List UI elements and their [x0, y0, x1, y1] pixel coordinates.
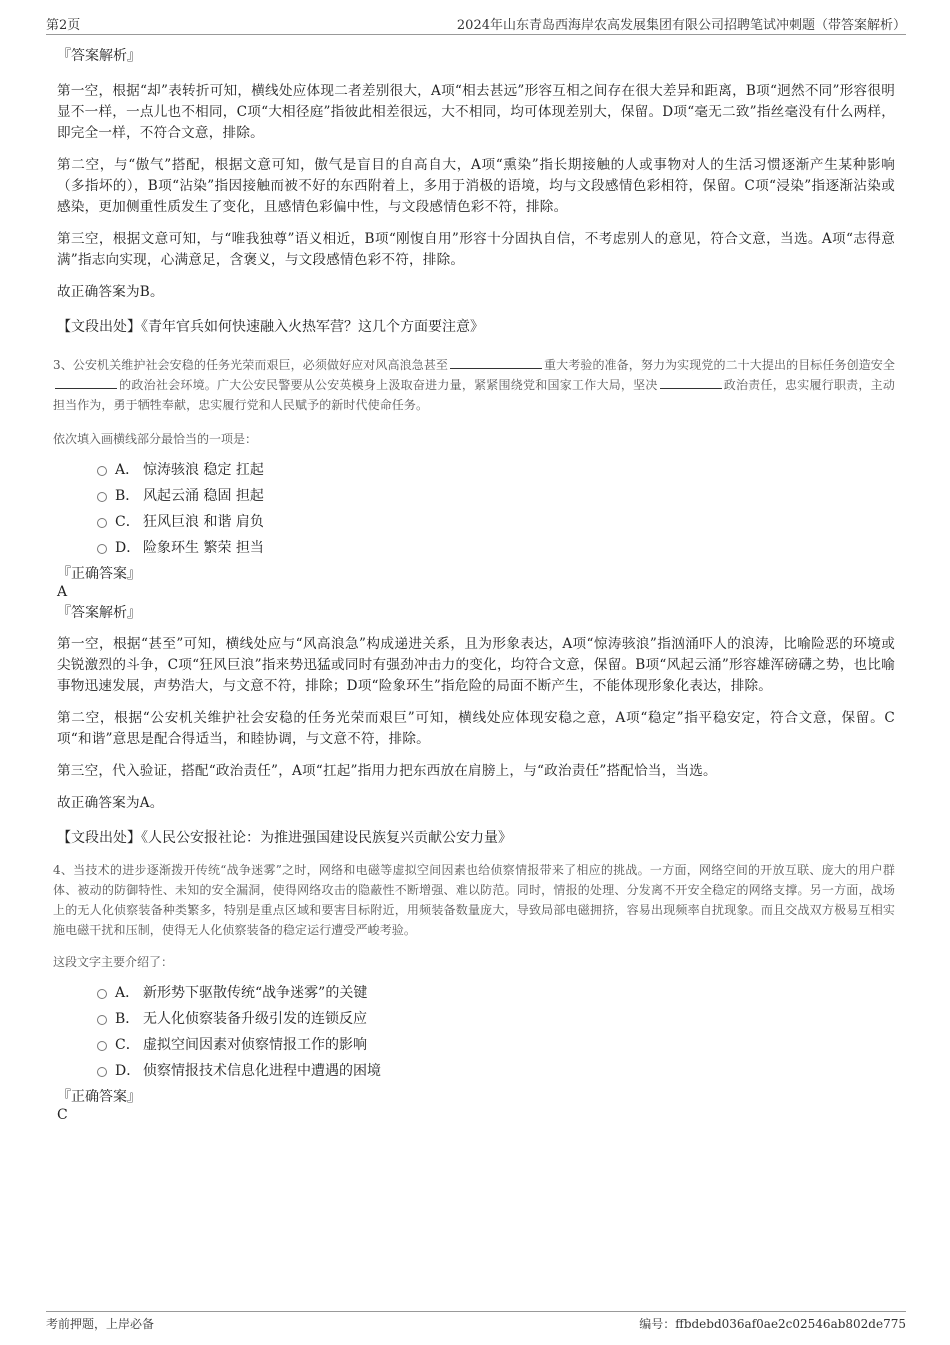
option-c[interactable]: C． 虚拟空间因素对侦察情报工作的影响	[57, 1032, 895, 1058]
document-id: 编号：ffbdebd036af0ae2c02546ab802de775	[639, 1317, 906, 1331]
correct-answer: A	[57, 584, 68, 600]
analysis-paragraph: 第二空，根据“公安机关维护社会安稳的任务光荣而艰巨”可知，横线处应体现安稳之意，A项“稳定”指平稳安定，符合文意，保留。C项“和谐”意思是配合得适当，和睦协调，与文意不符，排除。	[57, 710, 895, 747]
document-title: 2024年山东青岛西海岸农高发展集团有限公司招聘笔试冲刺题（带答案解析）	[456, 18, 906, 33]
source-citation: 【文段出处】《人民公安报社论：为推进强国建设民族复兴贡献公安力量》	[57, 830, 512, 846]
page-footer	[46, 1311, 906, 1332]
correct-answer: C	[57, 1107, 68, 1123]
radio-button[interactable]	[97, 1041, 107, 1051]
fill-blank	[450, 356, 542, 369]
radio-button[interactable]	[97, 1067, 107, 1077]
analysis-paragraph: 第三空，代入验证，搭配“政治责任”，A项“扛起”指用力把东西放在肩膀上，与“政治责任”搭配恰当，当选。	[57, 763, 717, 779]
analysis-paragraph: 第二空，与“傲气”搭配，根据文意可知，傲气是盲目的自高自大，A项“熏染”指长期接触的人或事物对人的生活习惯逐渐产生某种影响（多指坏的），B项“沾染”指因接触而被不好的东西附着上，多用于消极的语境，均与文段感情色彩相符，保留。C项“浸染”指逐渐沾染或感染，更加侧重性质发生了变化，且感情色彩偏中性，与文段感情色彩不符，排除。	[57, 157, 895, 215]
radio-button[interactable]	[97, 466, 107, 476]
option-b[interactable]: B． 风起云涌 稳固 担起	[57, 483, 895, 509]
radio-button[interactable]	[97, 518, 107, 528]
source-citation: 【文段出处】《青年官兵如何快速融入火热军营？这几个方面要注意》	[57, 319, 484, 335]
question-prompt: 依次填入画横线部分最恰当的一项是：	[53, 432, 258, 446]
correct-answer-label: 『正确答案』	[57, 566, 141, 582]
analysis-paragraph: 第三空，根据文意可知，与“唯我独尊”语义相近，B项“刚愎自用”形容十分固执自信，不考虑别人的意见，符合文意，当选。A项“志得意满”指志向实现，心满意足，含褒义，与文段感情色彩不符，排除。	[57, 231, 895, 268]
question-stem: 3、公安机关维护社会安稳的任务光荣而艰巨，必须做好应对风高浪急甚至 重大考验的准备，努力为实现党的二十大提出的目标任务创造安全的政治社会环境。广大公安民警要从公安英模身上汲取奋进力量，紧紧围绕党和国家工作大局，坚决 政治责任，忠实履行职责，主动担当作为，勇于牺牲奉献，忠实履行党和人民赋予的新时代使命任务。	[53, 358, 896, 412]
option-d[interactable]: D． 险象环生 繁荣 担当	[57, 535, 895, 561]
analysis-label: 『答案解析』	[57, 605, 141, 621]
radio-button[interactable]	[97, 544, 107, 554]
fill-blank	[660, 376, 722, 389]
option-a[interactable]: A． 惊涛骇浪 稳定 扛起	[57, 457, 895, 483]
radio-button[interactable]	[97, 989, 107, 999]
question-prompt: 这段文字主要介绍了：	[53, 955, 174, 969]
option-a[interactable]: A． 新形势下驱散传统“战争迷雾”的关键	[57, 980, 895, 1006]
option-b[interactable]: B． 无人化侦察装备升级引发的连锁反应	[57, 1006, 895, 1032]
footer-slogan: 考前押题，上岸必备	[46, 1317, 155, 1331]
option-list	[57, 980, 895, 1084]
answer-conclusion: 故正确答案为B。	[57, 284, 164, 300]
analysis-label: 『答案解析』	[57, 48, 141, 64]
option-c[interactable]: C． 狂风巨浪 和谐 肩负	[57, 509, 895, 535]
answer-conclusion: 故正确答案为A。	[57, 795, 164, 811]
page-header	[46, 12, 906, 35]
fill-blank	[55, 376, 117, 389]
radio-button[interactable]	[97, 492, 107, 502]
question-stem: 4、当技术的进步逐渐拨开传统“战争迷雾”之时，网络和电磁等虚拟空间因素也给侦察情报带来了相应的挑战。一方面，网络空间的开放互联、庞大的用户群体、被动的防御特性、未知的安全漏洞，使得网络攻击的隐蔽性不断增强、难以防范。同时，情报的处理、分发离不开安全稳定的网络支撑。另一方面，战场上的无人化侦察装备种类繁多，特别是重点区域和要害目标附近，用频装备数量庞大，导致局部电磁拥挤，容易出现频率自扰现象。而且交战双方极易互相实施电磁干扰和压制，使得无人化侦察装备的稳定运行遭受严峻考验。	[53, 863, 895, 937]
option-list	[57, 457, 895, 561]
page-content	[53, 42, 896, 1124]
correct-answer-label: 『正确答案』	[57, 1089, 141, 1105]
radio-button[interactable]	[97, 1015, 107, 1025]
option-d[interactable]: D． 侦察情报技术信息化进程中遭遇的困境	[57, 1058, 895, 1084]
page-number: 第2页	[46, 18, 81, 33]
analysis-paragraph: 第一空，根据“甚至”可知，横线处应与“风高浪急”构成递进关系，且为形象表达，A项“惊涛骇浪”指汹涌吓人的浪涛，比喻险恶的环境或尖锐激烈的斗争，C项“狂风巨浪”指来势迅猛或同时有强劲冲击力的变化，均符合文意，保留。B项“风起云涌”形容雄浑磅礴之势，也比喻事物迅速发展，声势浩大，与文意不符，排除；D项“险象环生”指危险的局面不断产生，不能体现形象化表达，排除。	[57, 636, 895, 694]
analysis-paragraph: 第一空，根据“却”表转折可知，横线处应体现二者差别很大，A项“相去甚远”形容互相之间存在很大差异和距离，B项“迥然不同”形容很明显不一样，一点儿也不相同，C项“大相径庭”指彼此相差很远，大不相同，均可体现差别大，保留。D项“毫无二致”指丝毫没有什么两样，即完全一样，不符合文意，排除。	[57, 83, 895, 141]
